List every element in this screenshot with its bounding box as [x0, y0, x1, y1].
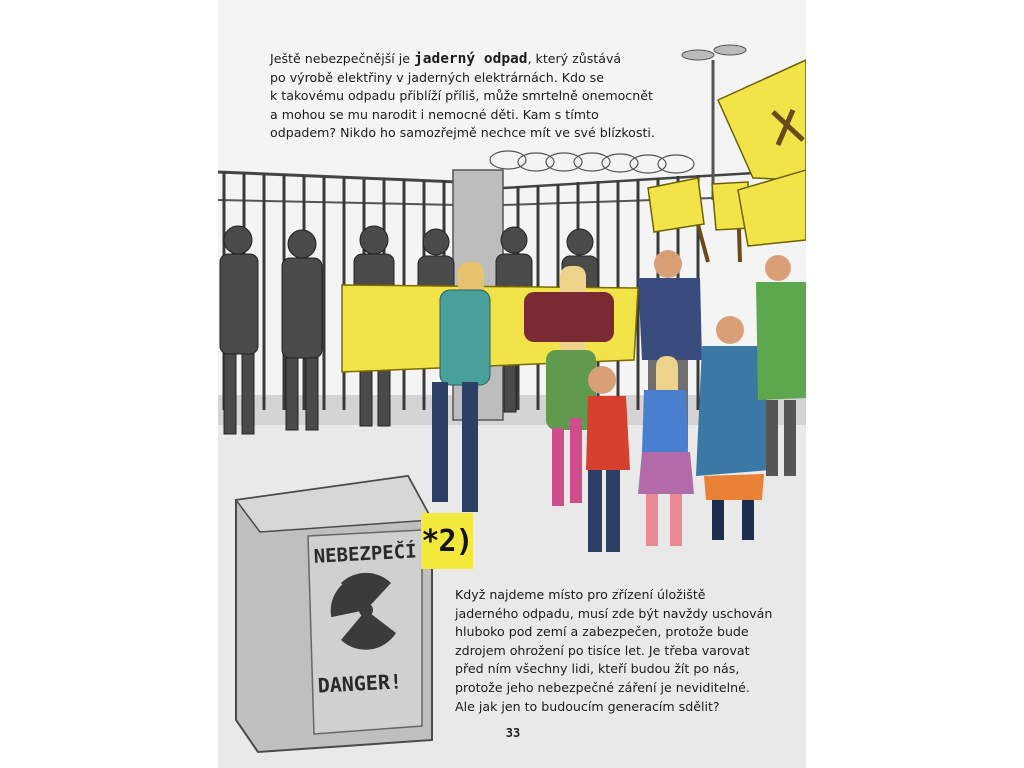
lower-line: Ale jak jen to budoucím generacím sdělit? [455, 698, 720, 714]
lower-line: protože jeho nebezpečné záření je neviditelné. [455, 679, 750, 695]
lower-paragraph [455, 586, 772, 716]
intro-line-4: a mohou se mu narodit i nemocné děti. Kam s tímto [270, 106, 599, 122]
highlight-term: jaderný odpad [414, 51, 528, 67]
intro-paragraph [270, 50, 655, 143]
lower-line: Když najdeme místo pro zřízení úložiště [455, 587, 706, 602]
intro-line-2: po výrobě elektřiny v jaderných elektrárnách. Kdo se [270, 69, 604, 85]
intro-line-1: Ještě nebezpečnější je jaderný odpad, který zůstává [270, 51, 622, 67]
book-page [218, 0, 806, 768]
intro-line-3: k takovému odpadu přiblíží příliš, může smrtelně onemocnět [270, 88, 653, 104]
lower-line: jaderného odpadu, musí zde být navždy uschován [455, 605, 773, 621]
lower-line: zdrojem ohrožení po tisíce let. Je třeba varovat [455, 642, 750, 658]
footnote-badge: *2) [421, 513, 473, 569]
sign-top-text: NEBEZPEČÍ [313, 540, 418, 568]
sign-bottom-text: DANGER! [317, 669, 403, 698]
lower-line: před ním všechny lidi, kteří budou žít po nás, [455, 661, 740, 677]
page-number: 33 [505, 726, 521, 740]
intro-line-5: odpadem? Nikdo ho samozřejmě nechce mít ve své blízkosti. [270, 125, 655, 141]
lower-line: hluboko pod zemí a zabezpečen, protože bude [455, 624, 749, 640]
